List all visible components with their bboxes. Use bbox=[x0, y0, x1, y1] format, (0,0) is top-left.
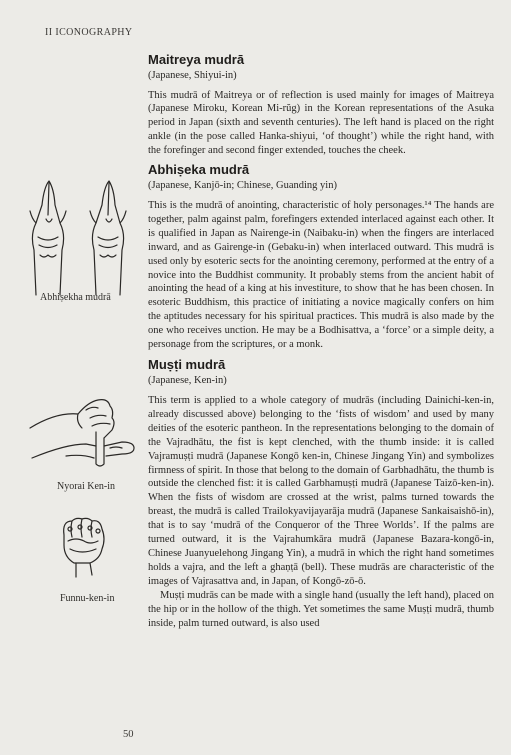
section-title: Abhiṣeka mudrā bbox=[148, 162, 250, 178]
section-subtitle: (Japanese, Kanjō-in; Chinese, Guanding yin) bbox=[148, 180, 337, 192]
page-number: 50 bbox=[123, 729, 134, 740]
funnu-ken-in-illustration bbox=[56, 515, 110, 585]
abhiseka-mudra-illustration bbox=[22, 175, 137, 300]
section-maitreya bbox=[148, 52, 494, 158]
paragraph: Muṣṭi mudrās can be made with a single hand (usually the left hand), placed on the hip or in the hollow of the thigh. Yet sometimes the same Muṣṭi mudrā, thumb inside, palm turned outward, is also used bbox=[148, 590, 494, 629]
section-musti bbox=[148, 357, 494, 631]
section-title: Maitreya mudrā bbox=[148, 52, 245, 67]
running-head: II ICONOGRAPHY bbox=[45, 27, 133, 38]
section-title: Muṣṭi mudrā bbox=[148, 357, 226, 373]
nyorai-ken-in-illustration bbox=[26, 392, 138, 470]
section-subtitle: (Japanese, Ken-in) bbox=[148, 375, 227, 387]
main-text-column bbox=[148, 52, 494, 631]
section-abhiseka bbox=[148, 162, 494, 352]
funnu-caption: Funnu-ken-in bbox=[60, 593, 115, 604]
section-subtitle: (Japanese, Shiyui-in) bbox=[148, 70, 237, 81]
paragraph: This mudrā of Maitreya or of reflection is used mainly for images of Maitreya (Japanese Miroku, Korean Mi-rŭg) in the Korean representations of the Asuka period in Japan (sixth and seventh centuries). The left hand is placed on the right ankle (in the pose called Hanka-shiyui, ‘of thought’) while the right hand, with the forefinger and second finger extended, touches the cheek. bbox=[148, 89, 494, 157]
paragraph: This term is applied to a whole category of mudrās (including Dainichi-ken-in, already discussed above) belonging to the ‘fists of wisdom’ and used by many deities of the esoteric pantheon. In the representations belonging to the domain of the Vajradhātu, the fist is kept clenched, with the thumb inside: it is called Vajramuṣṭi mudrā (Japanese Kongō ken-in, Chinese Jingang Yin) and symbolizes firmness of spirit. In those that belong to the domain of Garbhadhātu, the thumb is outside the clenched fist: it is called Garbhamuṣṭi mudrā (Japanese Taizō-ken-in). When the fists of wisdom are crossed at the wrist, palms turned towards the breast, the mudrā is called Trailokyavijayarāja mudrā (Japanese Sankaisaishō-in), that is to say ‘mudrā of the Conqueror of the Three Worlds’. If the palms are turned outward, it is the Vajrahumkāra mudrā (Japanese Bazara-kongō-in, Chinese Juanyuelehong Jingang Yin), a mudrā in which the right hand sometimes holds a vajra, and the left a ghaṇṭā (bell). These mudrās are characteristic of the images of Vajrasattva and, in Japan, of Kongō-zō-ō. bbox=[148, 394, 494, 588]
nyorai-caption: Nyorai Ken-in bbox=[57, 481, 116, 492]
abhiseka-caption: Abhiṣekha mudrā bbox=[40, 292, 111, 303]
paragraph: This is the mudrā of anointing, characteristic of holy personages.¹⁴ The hands are together, palm against palm, forefingers extended interlaced against each other. It is qualified in Japan as Nairenge-in (Naibaku-in) when the fingers are interlaced inward, and as Gairenge-in (Gebaku-in) when interlaced outward. This mudrā is used only by esoteric sects for the anointing ceremony, performed at the entry of a novice into the Buddhist community. It probably stems from the ancient habit of anointing the head of a king at his investiture, to show that he has been chosen. In esoteric Buddhism, this practice of initiating a novice magically confers on him the aptitudes necessary for his spiritual practices. This mudrā is also made by the one who receives unction. He may be a Bodhisattva, a ‘force’ or a simple deity, a personage from the scriptures, or a monk. bbox=[148, 199, 494, 351]
